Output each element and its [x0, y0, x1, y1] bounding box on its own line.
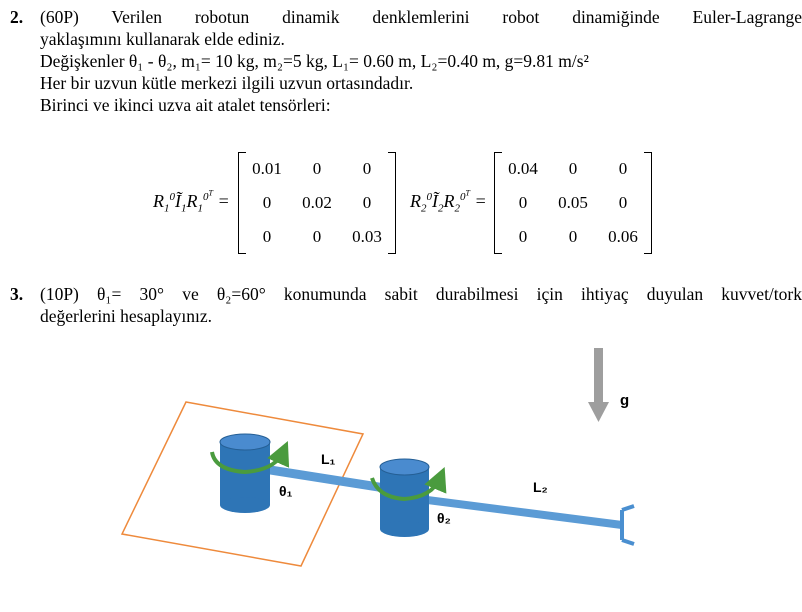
question-2-line2: yaklaşımını kullanarak elde ediniz.: [40, 29, 285, 49]
label-g: g: [620, 392, 630, 409]
m1-cell: 0: [362, 159, 372, 178]
tensor-lhs-2: $R_2^0Ĩ_2R_2^{0^T}$ =: [410, 188, 487, 215]
label-theta2: θ₂: [437, 510, 451, 526]
question-2-number: 2.: [10, 7, 24, 27]
label-theta1: θ₁: [279, 483, 293, 499]
question-3-line1: (10P) θ₁= 30° ve θ₂=60° konumunda sabit durabilmesi için ihtiyaç duyulan kuvvet/tork: [40, 284, 802, 304]
question-2-line1: (60P) Verilen robotun dinamik denklemlerini robot dinamiğinde Euler-Lagrange: [40, 7, 802, 27]
question-2-tensor-intro: Birinci ve ikinci uzva ait atalet tensörleri:: [40, 95, 331, 115]
question-2-center-of-mass: Her bir uzvun kütle merkezi ilgili uzvun ortasındadır.: [40, 73, 414, 93]
m2-cell: 0.05: [558, 193, 588, 212]
m2-cell: 0: [618, 159, 628, 178]
m2-cell: 0: [518, 193, 528, 212]
question-3-line2: değerlerini hesaplayınız.: [40, 306, 213, 326]
m1-cell: 0: [262, 193, 272, 212]
m1-cell: 0.03: [352, 227, 382, 246]
m1-cell: 0: [262, 227, 272, 246]
m1-cell: 0: [362, 193, 372, 212]
label-L1: L₁: [321, 451, 336, 467]
label-L2: L₂: [533, 479, 548, 495]
m2-cell: 0.06: [608, 227, 638, 246]
m1-cell: 0: [312, 227, 322, 246]
m1-cell: 0.01: [252, 159, 282, 178]
tensor-lhs-1: $R_1^0Ĩ_1R_1^{0^T}$ =: [153, 188, 230, 215]
gripper: [622, 506, 634, 544]
question-3-number: 3.: [10, 284, 24, 304]
gravity-arrow-icon: [588, 348, 609, 422]
m2-cell: 0.04: [508, 159, 538, 178]
m2-cell: 0: [568, 159, 578, 178]
m2-cell: 0: [618, 193, 628, 212]
m1-cell: 0: [312, 159, 322, 178]
m2-cell: 0: [518, 227, 528, 246]
m2-cell: 0: [568, 227, 578, 246]
m1-cell: 0.02: [302, 193, 332, 212]
question-2-variables: Değişkenler θ₁ - θ₂, m₁= 10 kg, m₂=5 kg, L₁= 0.60 m, L₂=0.40 m, g=9.81 m/s²: [40, 51, 589, 71]
